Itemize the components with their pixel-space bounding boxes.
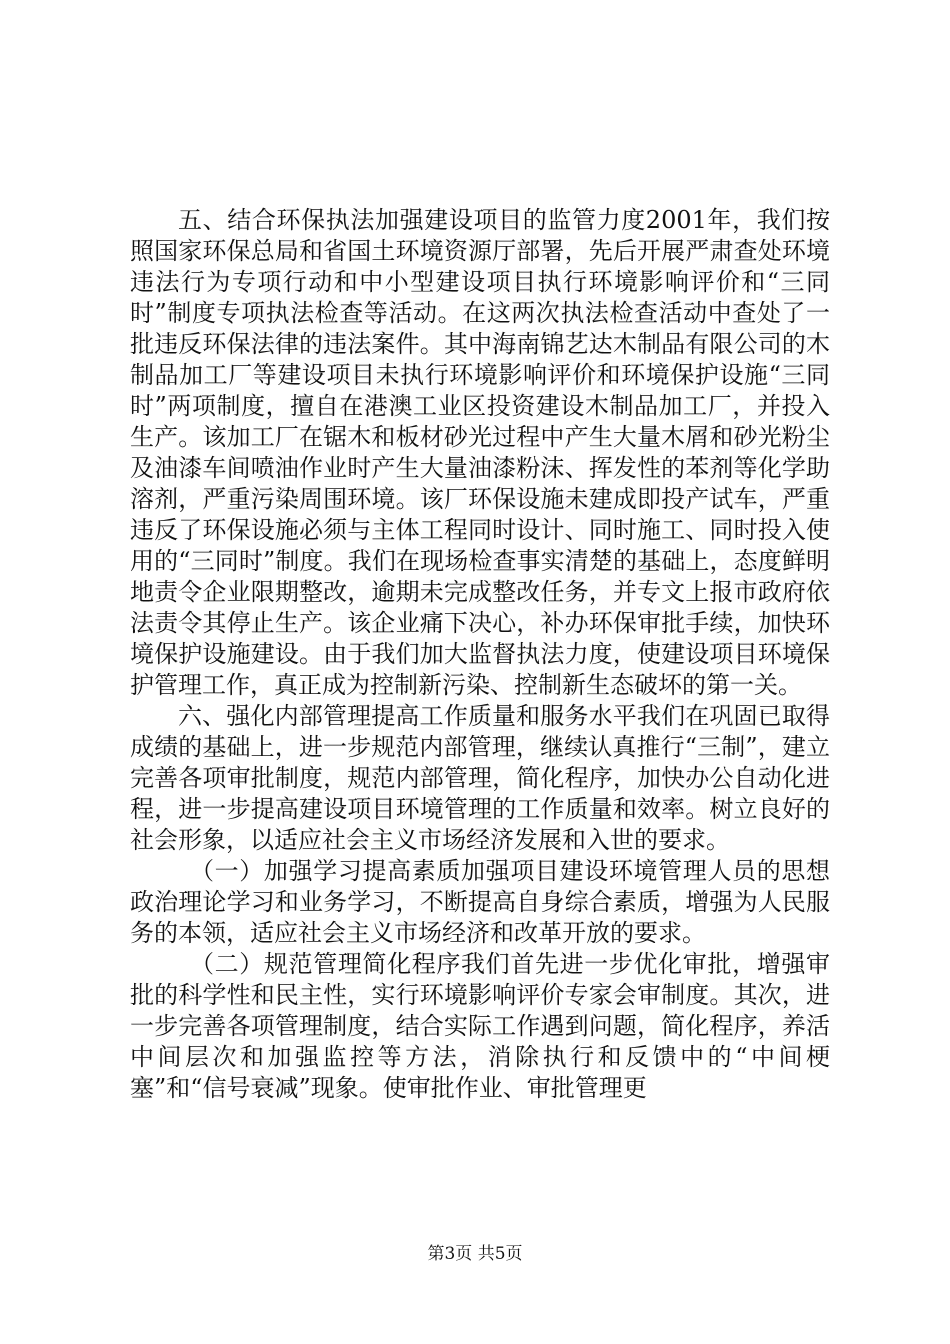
paragraph-subsection-two: （二）规范管理简化程序我们首先进一步优化审批，增强审批的科学性和民主性，实行环境影响评价专家会审制度。其次，进一步完善各项管理制度，结合实际工作遇到问题，简化程序，养活中间层次和加强监控等方法，消除执行和反馈中的“中间梗塞”和“信号衰减”现象。使审批作业、审批管理更 [130, 950, 830, 1102]
document-body [130, 205, 830, 1104]
paragraph-section-five: 五、结合环保执法加强建设项目的监管力度2001年，我们按照国家环保总局和省国土环境资源厅部署，先后开展严肃查处环境违法行为专项行动和中小型建设项目执行环境影响评价和“三同时”制度专项执法检查等活动。在这两次执法检查活动中查处了一批违反环保法律的违法案件。其中海南锦艺达木制品有限公司的木制品加工厂等建设项目未执行环境影响评价和环境保护设施“三同时”两项制度，擅自在港澳工业区投资建设木制品加工厂，并投入生产。该加工厂在锯木和板材砂光过程中产生大量木屑和砂光粉尘及油漆车间喷油作业时产生大量油漆粉沫、挥发性的苯剂等化学助溶剂，严重污染周围环境。该厂环保设施未建成即投产试车，严重违反了环保设施必须与主体工程同时设计、同时施工、同时投入使用的“三同时”制度。我们在现场检查事实清楚的基础上，态度鲜明地责令企业限期整改，逾期未完成整改任务，并专文上报市政府依法责令其停止生产。该企业痛下决心，补办环保审批手续，加快环境保护设施建设。由于我们加大监督执法力度，使建设项目环境保护管理工作，真正成为控制新污染、控制新生态破坏的第一关。 [130, 206, 830, 699]
paragraph-subsection-one: （一）加强学习提高素质加强项目建设环境管理人员的思想政治理论学习和业务学习，不断提高自身综合素质，增强为人民服务的本领，适应社会主义市场经济和改革开放的要求。 [130, 857, 830, 947]
paragraph-section-six: 六、强化内部管理提高工作质量和服务水平我们在巩固已取得成绩的基础上，进一步规范内部管理，继续认真推行“三制”，建立完善各项审批制度，规范内部管理，简化程序，加快办公自动化进程，进一步提高建设项目环境管理的工作质量和效率。树立良好的社会形象，以适应社会主义市场经济发展和入世的要求。 [130, 702, 830, 854]
page-number-footer: 第3页 共5页 [427, 1244, 523, 1264]
